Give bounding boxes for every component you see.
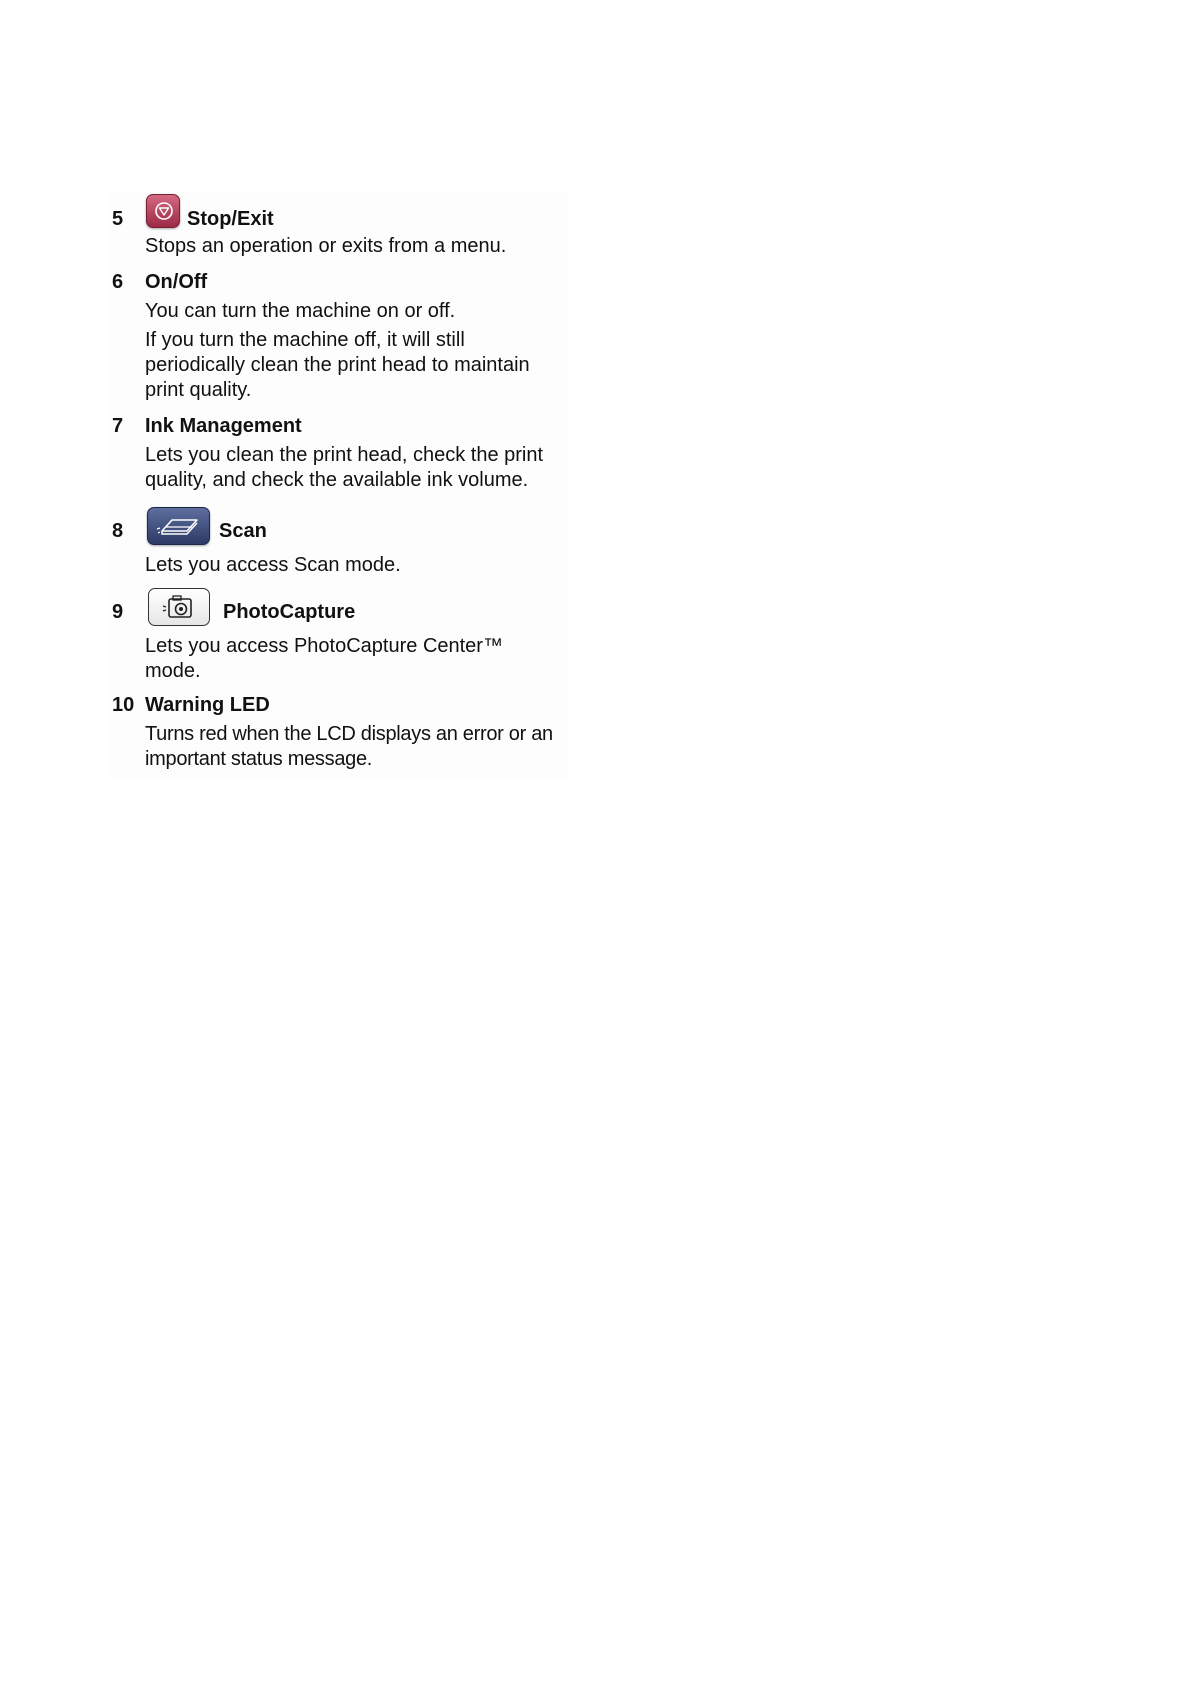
item-description: Turns red when the LCD displays an error or an important status message. [145, 723, 553, 770]
stop-exit-button [146, 194, 180, 228]
item-number: 10 [112, 694, 135, 716]
item-description: Lets you access Scan mode. [145, 554, 401, 576]
item-title: Stop/Exit [187, 208, 274, 230]
item-number: 5 [112, 208, 124, 230]
stop-icon [147, 195, 181, 229]
item-title: Ink Management [145, 415, 302, 437]
camera-icon [149, 589, 211, 627]
item-description: You can turn the machine on or off. [145, 300, 456, 322]
item-title: Scan [219, 520, 267, 542]
item-title: Warning LED [145, 694, 270, 716]
item-title: On/Off [145, 271, 208, 293]
item-title: PhotoCapture [223, 601, 356, 623]
photocapture-button [148, 588, 210, 626]
item-description: Lets you access PhotoCapture Center™ mode. [145, 635, 503, 682]
item-number: 7 [112, 415, 124, 437]
item-description: If you turn the machine off, it will still periodically clean the print head to maintain print quality. [145, 329, 530, 401]
item-number: 9 [112, 601, 124, 623]
item-number: 8 [112, 520, 124, 542]
item-number: 6 [112, 271, 124, 293]
scan-button [147, 507, 210, 545]
item-description: Lets you clean the print head, check the print quality, and check the available ink volume. [145, 444, 544, 491]
item-description: Stops an operation or exits from a menu. [145, 235, 507, 257]
scanner-icon [148, 508, 211, 546]
